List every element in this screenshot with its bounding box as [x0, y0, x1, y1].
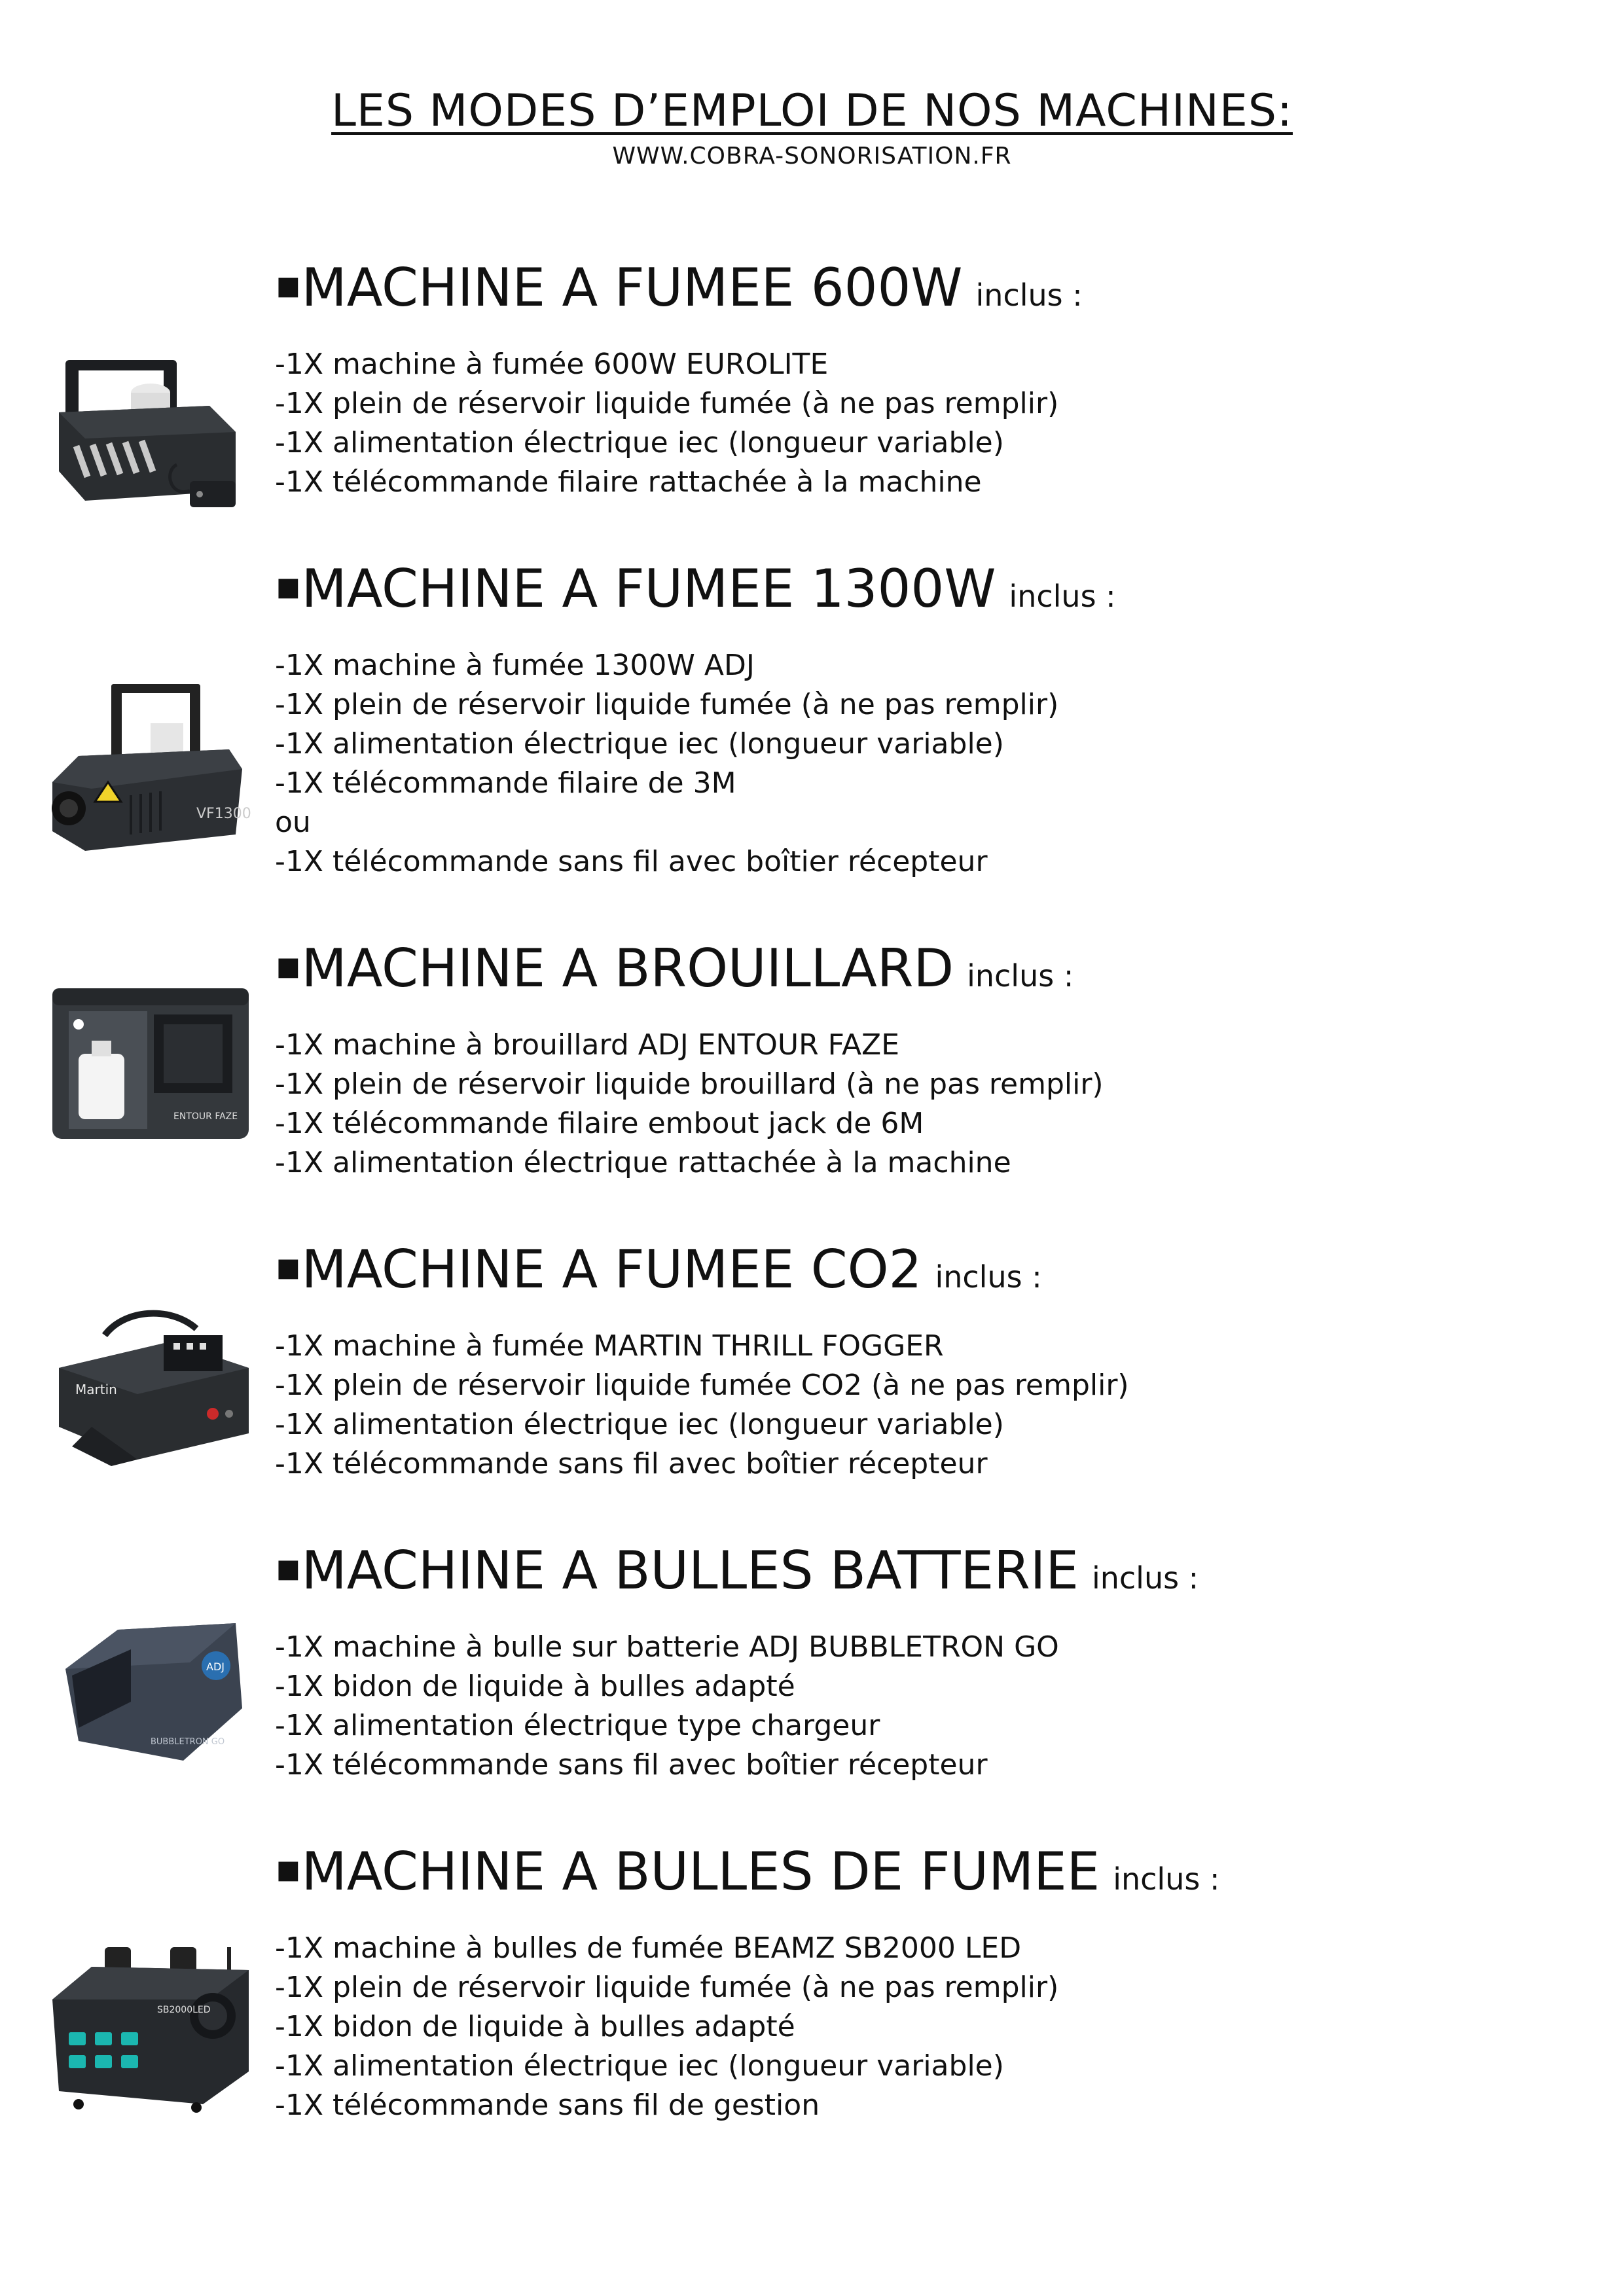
list-item: -1X plein de réservoir liquide fumée (à ne pas remplir) [275, 387, 1059, 420]
bullet-icon: ▪ [275, 1545, 302, 1590]
included-items-list [275, 1026, 1104, 1183]
list-item: -1X plein de réservoir liquide fumée (à ne pas remplir) [275, 688, 1059, 721]
included-items-list [275, 1327, 1129, 1484]
svg-text:ADJ: ADJ [206, 1660, 225, 1673]
list-item: -1X télécommande sans fil avec boîtier récepteur [275, 1748, 988, 1782]
section-title: MACHINE A BROUILLARD [301, 938, 954, 999]
svg-text:VF1300: VF1300 [196, 806, 251, 822]
list-item: -1X machine à bulles de fumée BEAMZ SB2000 LED [275, 1931, 1022, 1965]
list-item: -1X alimentation électrique rattachée à la machine [275, 1146, 1011, 1179]
list-item: -1X plein de réservoir liquide fumée CO2 (à ne pas remplir) [275, 1369, 1129, 1402]
section-fog-bubble-machine [39, 1836, 1597, 2150]
section-haze-machine [39, 933, 1597, 1208]
bullet-icon: ▪ [275, 1846, 302, 1892]
list-item: -1X machine à fumée 1300W ADJ [275, 649, 755, 682]
svg-text:ENTOUR FAZE: ENTOUR FAZE [173, 1111, 238, 1122]
svg-text:BUBBLETRON GO: BUBBLETRON GO [151, 1737, 225, 1747]
list-item: ou [275, 806, 311, 839]
section-title: MACHINE A FUMEE 600W [301, 257, 963, 318]
list-item: -1X bidon de liquide à bulles adapté [275, 1670, 795, 1703]
fog-machine-600w-icon [39, 340, 255, 524]
section-heading [275, 553, 1116, 629]
bubble-machine-icon [39, 1610, 255, 1767]
included-label: inclus : [967, 958, 1074, 994]
page-title: LES MODES D’EMPLOI DE NOS MACHINES: [331, 85, 1293, 137]
list-item: -1X plein de réservoir liquide brouillard (à ne pas remplir) [275, 1067, 1104, 1101]
included-label: inclus : [935, 1259, 1042, 1295]
section-heading [275, 252, 1083, 328]
section-heading [275, 1535, 1199, 1611]
bullet-icon: ▪ [275, 1244, 302, 1289]
bullet-icon: ▪ [275, 262, 302, 308]
list-item: -1X télécommande sans fil de gestion [275, 2089, 820, 2122]
list-item: -1X machine à bulle sur batterie ADJ BUBBLETRON GO [275, 1630, 1059, 1664]
list-item: -1X télécommande filaire embout jack de 6M [275, 1107, 924, 1140]
list-item: -1X alimentation électrique type chargeur [275, 1709, 880, 1742]
section-co2-fog-machine [39, 1234, 1597, 1509]
section-title: MACHINE A BULLES DE FUMEE [301, 1841, 1100, 1902]
svg-text:SB2000LED: SB2000LED [157, 2005, 211, 2015]
section-heading [275, 933, 1074, 1009]
list-item: -1X télécommande filaire de 3M [275, 766, 736, 800]
list-item: -1X alimentation électrique iec (longueur variable) [275, 426, 1004, 459]
included-label: inclus : [1113, 1861, 1220, 1897]
bullet-icon: ▪ [275, 563, 302, 609]
list-item: -1X alimentation électrique iec (longueur variable) [275, 1408, 1004, 1441]
included-items-list [275, 646, 1058, 882]
included-label: inclus : [975, 278, 1083, 313]
section-heading [275, 1234, 1042, 1310]
list-item: -1X machine à fumée MARTIN THRILL FOGGER [275, 1329, 944, 1363]
bullet-icon: ▪ [275, 942, 302, 988]
haze-machine-icon [39, 975, 255, 1145]
co2-fog-machine-icon [39, 1296, 255, 1473]
included-items-list [275, 345, 1058, 502]
section-fog-machine-600w [39, 252, 1597, 527]
fog-bubble-machine-icon [39, 1941, 255, 2117]
svg-text:Martin: Martin [75, 1382, 117, 1397]
included-label: inclus : [1091, 1560, 1199, 1596]
section-title: MACHINE A FUMEE 1300W [301, 558, 996, 619]
section-title: MACHINE A FUMEE CO2 [301, 1239, 922, 1300]
fog-machine-1300w-icon [39, 677, 255, 861]
list-item: -1X plein de réservoir liquide fumée (à ne pas remplir) [275, 1971, 1059, 2004]
section-title: MACHINE A BULLES BATTERIE [301, 1540, 1079, 1601]
list-item: -1X alimentation électrique iec (longueur variable) [275, 2049, 1004, 2083]
website-url: WWW.COBRA-SONORISATION.FR [612, 143, 1012, 170]
list-item: -1X machine à brouillard ADJ ENTOUR FAZE [275, 1028, 899, 1062]
list-item: -1X machine à fumée 600W EUROLITE [275, 348, 829, 381]
section-fog-machine-1300w [39, 553, 1597, 906]
list-item: -1X alimentation électrique iec (longueur variable) [275, 727, 1004, 761]
included-items-list [275, 1929, 1058, 2125]
list-item: -1X bidon de liquide à bulles adapté [275, 2010, 795, 2043]
list-item: -1X télécommande sans fil avec boîtier récepteur [275, 1447, 988, 1480]
section-bubble-machine-battery [39, 1535, 1597, 1810]
section-heading [275, 1836, 1219, 1912]
included-items-list [275, 1628, 1059, 1785]
included-label: inclus : [1009, 579, 1116, 614]
list-item: -1X télécommande filaire rattachée à la machine [275, 465, 982, 499]
list-item: -1X télécommande sans fil avec boîtier récepteur [275, 845, 988, 878]
